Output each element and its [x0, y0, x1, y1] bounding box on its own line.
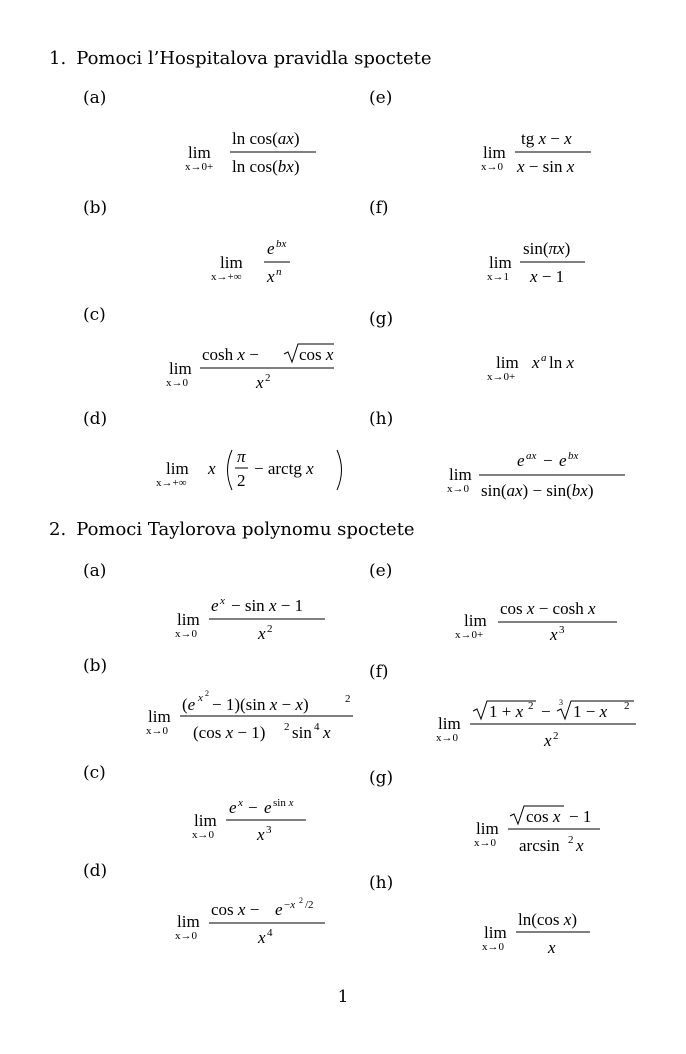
svg-text:cos x: cos x: [526, 807, 561, 826]
lim-sub-2d: x→0: [175, 930, 197, 942]
lim-sub-2g: x→0: [474, 837, 496, 849]
item-1f-label: (f): [369, 198, 389, 218]
item-2g-label: (g): [369, 768, 394, 788]
svg-text:2: 2: [267, 623, 273, 635]
item-1d-label: (d): [83, 409, 108, 429]
svg-text:1 − x: 1 − x: [573, 702, 608, 721]
lim-1g: lim: [496, 353, 519, 372]
svg-text:x: x: [257, 825, 265, 844]
svg-text:(cos x − 1): (cos x − 1): [193, 723, 266, 742]
lim-2f: lim: [438, 714, 461, 733]
svg-text:e: e: [559, 451, 567, 470]
formula-1g: [487, 350, 597, 390]
formula-1f: [487, 236, 597, 296]
svg-text:− arctg x: − arctg x: [254, 459, 314, 478]
section-1-heading: [49, 48, 432, 69]
svg-text:ln cos(ax): ln cos(ax): [232, 129, 300, 148]
section-2-number: 2.: [49, 519, 67, 540]
svg-text:−: −: [541, 702, 551, 721]
svg-text:e: e: [229, 798, 237, 817]
svg-text:2: 2: [299, 896, 303, 905]
lim-sub-1e: x→0: [481, 161, 503, 173]
svg-text:4: 4: [314, 721, 320, 733]
formula-1b: [211, 236, 311, 296]
item-1g-label: (g): [369, 309, 394, 329]
formula-1h: [447, 450, 637, 508]
lim-2b: lim: [148, 707, 171, 726]
svg-text:sin(πx): sin(πx): [523, 239, 571, 258]
lim-sub-2e: x→0+: [455, 629, 484, 641]
svg-text:sin(ax) − sin(bx): sin(ax) − sin(bx): [481, 481, 594, 500]
item-2h-label: (h): [369, 873, 394, 893]
lim-sub-2h: x→0: [482, 941, 504, 953]
formula-2a: [175, 595, 335, 651]
item-2e-label: (e): [369, 561, 393, 581]
svg-text:x: x: [544, 731, 552, 750]
item-1c-label: (c): [83, 305, 106, 325]
lim-1e: lim: [483, 143, 506, 162]
svg-text:−: −: [543, 451, 553, 470]
svg-text:x: x: [256, 373, 264, 392]
formula-1c: [166, 340, 346, 400]
lim-2g: lim: [476, 819, 499, 838]
formula-1a: [183, 124, 323, 184]
lim-2c: lim: [194, 811, 217, 830]
lim-1d: lim: [166, 459, 189, 478]
svg-text:x: x: [238, 797, 243, 809]
lim-2h: lim: [484, 923, 507, 942]
svg-text:2: 2: [237, 471, 246, 490]
formula-2f: [436, 697, 641, 755]
svg-text:x: x: [267, 267, 275, 286]
svg-text:cosh x −: cosh x −: [202, 345, 259, 364]
item-1a-label: (a): [83, 88, 107, 108]
lim-1c: lim: [169, 359, 192, 378]
section-2-heading: [49, 519, 415, 540]
svg-text:x: x: [532, 353, 540, 372]
lim-1h: lim: [449, 465, 472, 484]
formula-2e: [455, 598, 625, 654]
svg-text:x: x: [548, 938, 556, 957]
lim-sub-1d: x→+∞: [156, 477, 187, 489]
svg-text:x: x: [198, 692, 203, 704]
item-1b-label: (b): [83, 198, 108, 218]
formula-1d: [156, 444, 356, 496]
formula-2d: [175, 895, 335, 953]
section-1-title: Pomoci l’Hospitalova pravidla spoctete: [76, 48, 432, 69]
lim-sub-1g: x→0+: [487, 371, 516, 383]
svg-text:x: x: [220, 595, 225, 607]
svg-text:e: e: [264, 798, 272, 817]
svg-text:π: π: [237, 447, 246, 466]
svg-text:3: 3: [266, 824, 272, 836]
svg-text:n: n: [276, 266, 282, 278]
svg-text:−: −: [248, 798, 258, 817]
item-2d-label: (d): [83, 861, 108, 881]
svg-text:x: x: [258, 928, 266, 947]
svg-text:ln(cos x): ln(cos x): [518, 910, 578, 929]
svg-text:bx: bx: [276, 238, 287, 250]
lim-1b: lim: [220, 253, 243, 272]
svg-text:− sin x − 1: − sin x − 1: [231, 596, 304, 615]
item-2f-label: (f): [369, 662, 389, 682]
svg-text:2: 2: [553, 730, 559, 742]
svg-text:x: x: [576, 836, 584, 855]
lim-2a: lim: [177, 610, 200, 629]
svg-text:sin: sin: [292, 723, 312, 742]
formula-2c: [192, 796, 322, 852]
svg-text:e: e: [275, 900, 283, 919]
svg-text:cos x −: cos x −: [211, 900, 260, 919]
formula-2b: [146, 690, 361, 748]
item-1h-label: (h): [369, 409, 394, 429]
formula-2g: [474, 804, 614, 862]
item-2a-label: (a): [83, 561, 107, 581]
page-number: 1: [337, 987, 349, 1007]
svg-text:(e: (e: [182, 695, 196, 714]
svg-text:x: x: [550, 625, 558, 644]
svg-text:x − 1: x − 1: [530, 267, 565, 286]
lim-sub-2c: x→0: [192, 829, 214, 841]
svg-text:x: x: [208, 459, 216, 478]
svg-text:tg x − x: tg x − x: [521, 129, 572, 148]
lim-sub-2a: x→0: [175, 628, 197, 640]
lim-1a: lim: [188, 143, 211, 162]
svg-text:/2: /2: [305, 899, 314, 911]
svg-text:2: 2: [568, 834, 574, 846]
svg-text:e: e: [211, 596, 219, 615]
lim-sub-2f: x→0: [436, 732, 458, 744]
svg-text:x: x: [258, 624, 266, 643]
svg-text:3: 3: [559, 698, 563, 707]
svg-text:a: a: [541, 352, 547, 364]
svg-text:2: 2: [265, 372, 271, 384]
item-2c-label: (c): [83, 763, 106, 783]
section-2-title: Pomoci Taylorova polynomu spoctete: [76, 519, 415, 540]
lim-sub-1f: x→1: [487, 271, 509, 283]
svg-text:cos x − cosh x: cos x − cosh x: [500, 599, 596, 618]
item-2b-label: (b): [83, 656, 108, 676]
section-1-number: 1.: [49, 48, 67, 69]
lim-1f: lim: [489, 253, 512, 272]
svg-text:cos x: cos x: [299, 345, 334, 364]
lim-sub-1a: x→0+: [185, 161, 214, 173]
svg-text:ln x: ln x: [549, 353, 575, 372]
lim-2d: lim: [177, 912, 200, 931]
svg-text:2: 2: [528, 700, 534, 712]
svg-text:arcsin: arcsin: [519, 836, 560, 855]
lim-sub-1h: x→0: [447, 483, 469, 495]
svg-text:2: 2: [284, 721, 290, 733]
svg-text:1 + x: 1 + x: [489, 702, 524, 721]
formula-2h: [482, 908, 602, 964]
svg-text:e: e: [267, 239, 275, 258]
svg-text:bx: bx: [568, 450, 579, 462]
svg-text:− 1: − 1: [569, 807, 592, 826]
svg-text:3: 3: [559, 624, 565, 636]
lim-sub-1b: x→+∞: [211, 271, 242, 283]
svg-text:x − sin x: x − sin x: [517, 157, 575, 176]
svg-text:2: 2: [345, 693, 351, 705]
svg-text:ax: ax: [526, 450, 537, 462]
svg-text:2: 2: [205, 689, 209, 698]
svg-text:2: 2: [624, 700, 630, 712]
svg-text:−x: −x: [284, 899, 296, 911]
svg-text:− 1)(sin x − x): − 1)(sin x − x): [212, 695, 309, 714]
formula-1e: [481, 124, 601, 184]
lim-sub-2b: x→0: [146, 725, 168, 737]
svg-text:x: x: [323, 723, 331, 742]
svg-text:e: e: [517, 451, 525, 470]
svg-text:4: 4: [267, 927, 273, 939]
svg-text:ln cos(bx): ln cos(bx): [232, 157, 300, 176]
lim-sub-1c: x→0: [166, 377, 188, 389]
svg-text:sin x: sin x: [273, 797, 294, 809]
lim-2e: lim: [464, 611, 487, 630]
item-1e-label: (e): [369, 88, 393, 108]
